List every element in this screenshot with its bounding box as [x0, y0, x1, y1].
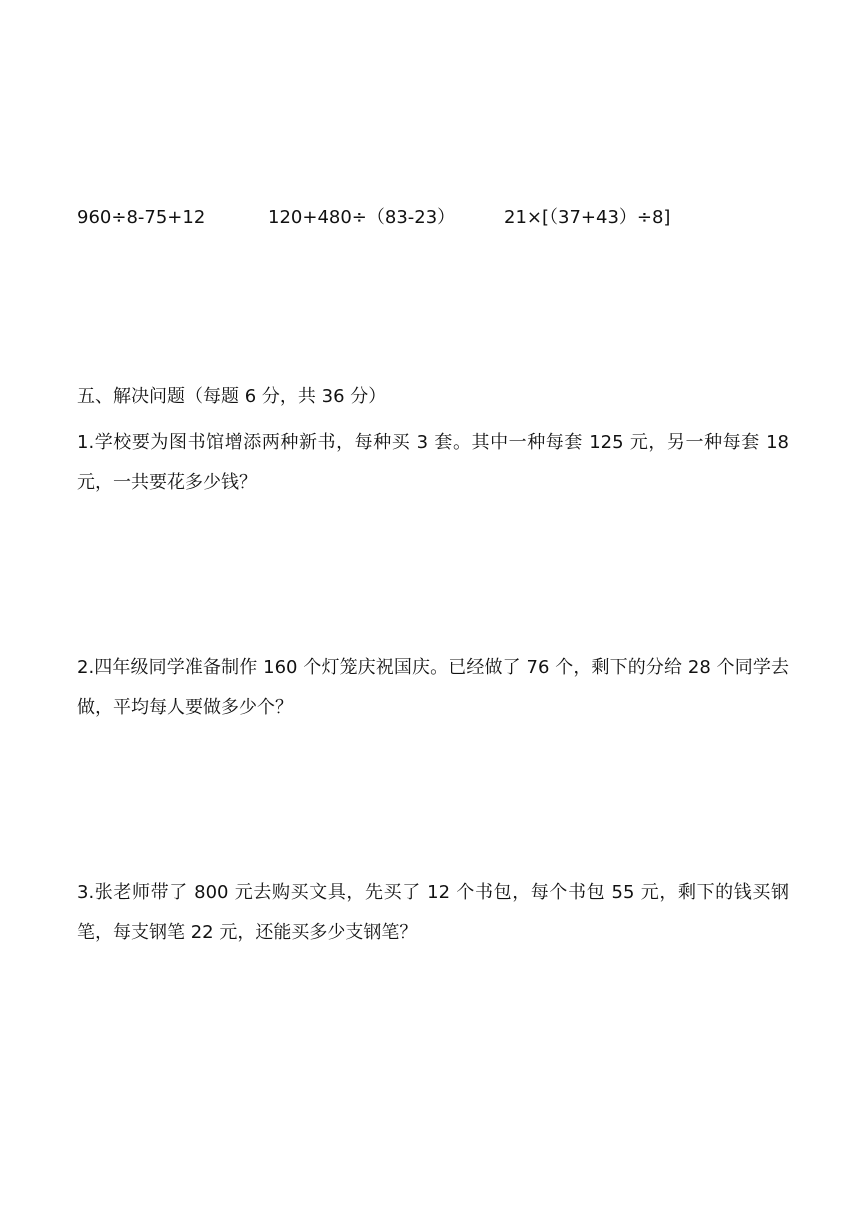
expression-3: 21×[（37+43）÷8]	[504, 207, 671, 228]
section-title: 五、解决问题（每题 6 分，共 36 分）	[77, 386, 387, 407]
problem-3: 3.张老师带了 800 元去购买文具，先买了 12 个书包，每个书包 55 元，剩下的钱买钢笔，每支钢笔 22 元，还能买多少支钢笔？	[77, 882, 789, 943]
problem-2: 2.四年级同学准备制作 160 个灯笼庆祝国庆。已经做了 76 个，剩下的分给 28 个同学去做，平均每人要做多少个？	[77, 657, 789, 718]
problem-1: 1.学校要为图书馆增添两种新书，每种买 3 套。其中一种每套 125 元，另一种每套 18 元，一共要花多少钱？	[77, 432, 789, 493]
expression-1: 960÷8-75+12	[77, 207, 206, 228]
expression-2: 120+480÷（83-23）	[268, 207, 456, 228]
